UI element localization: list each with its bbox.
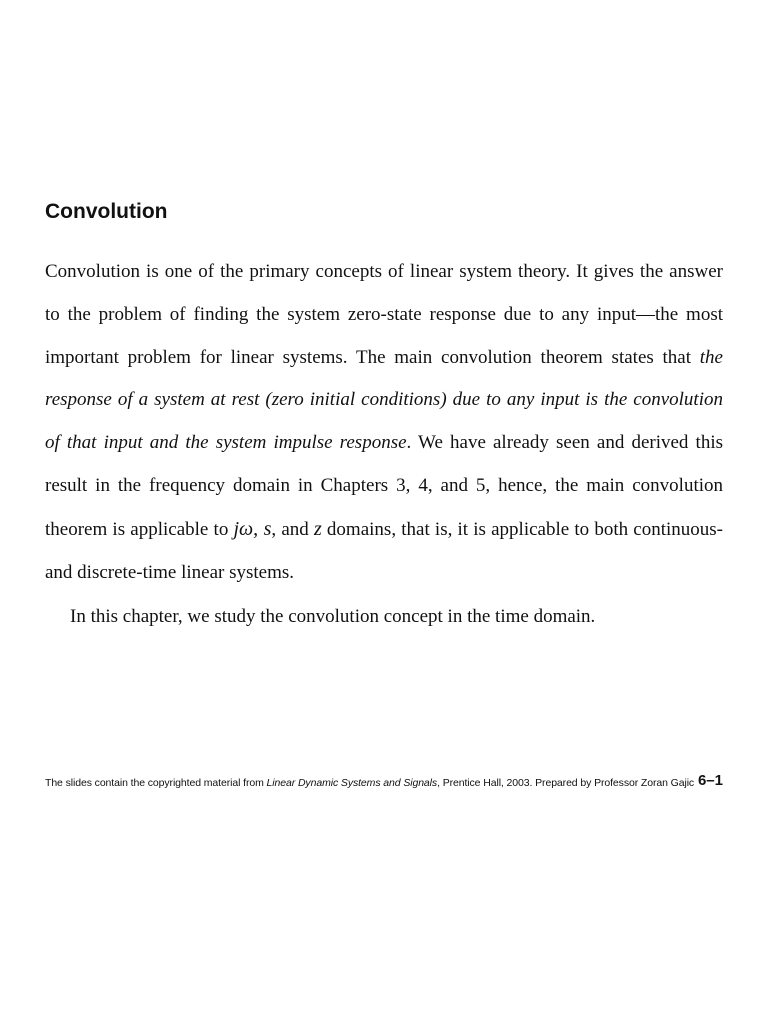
page-number: 6–1 — [697, 772, 723, 789]
paragraph-convolution-intro — [45, 251, 723, 594]
paragraph-text: domains, that is, it is applicable to both continuous- and discrete-time linear systems. — [45, 518, 723, 583]
paragraph-text: Convolution is one of the primary concepts of linear system theory. It gives the answer to the problem of finding the system zero-state response due to any input—the most important problem for linear systems. The main convolution theorem states that — [45, 261, 723, 368]
paragraph-text: . We have already seen and derived this result in the frequency domain in Chapters 3, 4, and 5, hence, the main convolution theorem is applicable to — [45, 432, 723, 540]
slide-body — [45, 251, 723, 639]
math-z-domain: z — [313, 517, 322, 540]
copyright-footer — [45, 777, 694, 789]
math-domains: jω, s — [233, 517, 272, 540]
slide-title: Convolution — [45, 200, 168, 223]
paragraph-chapter-scope: In this chapter, we study the convolution concept in the time domain. — [70, 606, 596, 628]
paragraph-text: , and — [271, 518, 314, 540]
theorem-statement: the response of a system at rest (zero initial conditions) due to any input is the convolution of that input and the system impulse response — [45, 346, 723, 454]
footer-book-title: Linear Dynamic Systems and Signals — [266, 777, 438, 789]
footer-prefix: The slides contain the copyrighted material from — [45, 777, 267, 789]
footer-suffix: , Prentice Hall, 2003. Prepared by Professor Zoran Gajic — [437, 777, 695, 789]
